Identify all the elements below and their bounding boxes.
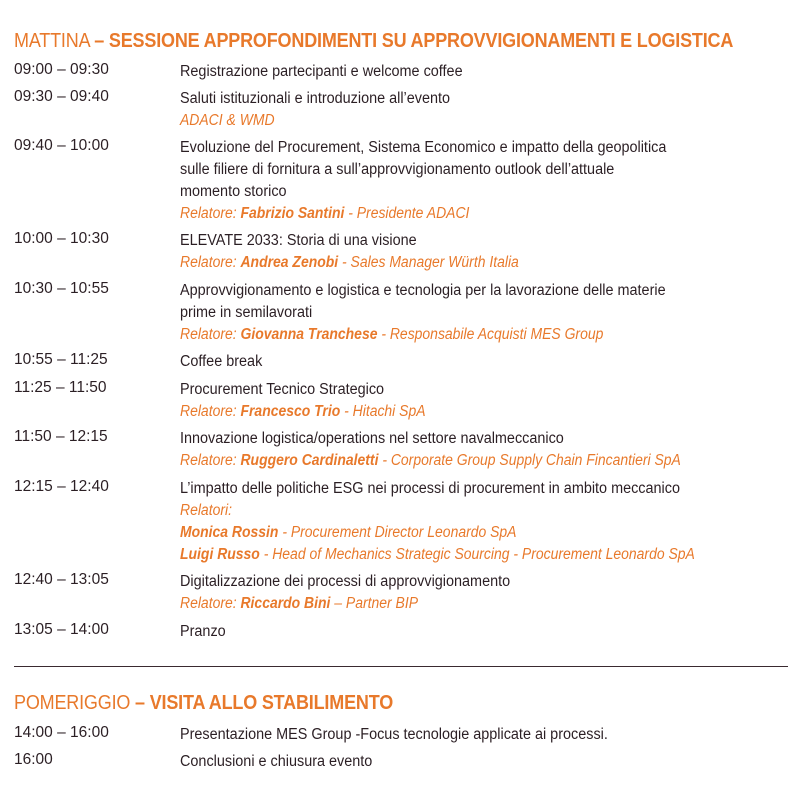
- speaker-role: - Presidente ADACI: [344, 205, 470, 222]
- agenda-title-line: prime in semilavorati: [180, 304, 313, 321]
- agenda-title-line: Pranzo: [180, 623, 226, 640]
- agenda-content: [180, 379, 810, 423]
- agenda-time: 09:30 – 09:40: [14, 88, 109, 105]
- agenda-content: [180, 88, 810, 132]
- agenda-title-line: Conclusioni e chiusura evento: [180, 753, 373, 770]
- agenda-content: [180, 137, 810, 225]
- speaker-line: [180, 544, 747, 566]
- agenda-title-line: ELEVATE 2033: Storia di una visione: [180, 232, 417, 249]
- agenda-time: 16:00: [14, 751, 53, 768]
- speakers-label: Relatori:: [180, 502, 232, 519]
- speaker-line: [180, 252, 747, 274]
- speaker-line: [180, 203, 747, 225]
- speaker-line: [180, 522, 747, 544]
- speaker-name: Giovanna Tranchese: [240, 326, 378, 343]
- agenda-title-line: Approvvigionamento e logistica e tecnologia per la lavorazione delle materie: [180, 282, 666, 299]
- speaker-prefix: Relatore:: [180, 403, 241, 420]
- speaker-line: ADACI & WMD: [180, 112, 275, 129]
- agenda-title-line: Registrazione partecipanti e welcome coffee: [180, 63, 463, 80]
- agenda-content: [180, 61, 810, 83]
- speaker-line: [180, 324, 747, 346]
- agenda-title-line: Coffee break: [180, 353, 263, 370]
- speaker-prefix: Relatore:: [180, 326, 241, 343]
- agenda-time: 11:25 – 11:50: [14, 379, 107, 396]
- speaker-role: – Partner BIP: [330, 595, 419, 612]
- agenda-time: 12:15 – 12:40: [14, 478, 109, 495]
- speaker-name: Francesco Trio: [240, 403, 341, 420]
- speaker-name: Andrea Zenobi: [240, 254, 339, 271]
- agenda-time: 09:00 – 09:30: [14, 61, 109, 78]
- speaker-role: - Responsabile Acquisti MES Group: [377, 326, 604, 343]
- speaker-line: [180, 450, 747, 472]
- speaker-role: - Sales Manager Würth Italia: [338, 254, 519, 271]
- section-divider: [14, 666, 788, 667]
- agenda-content: [180, 230, 810, 274]
- agenda-title-line: Procurement Tecnico Strategico: [180, 381, 385, 398]
- title-bold: – VISITA ALLO STABILIMENTO: [135, 692, 394, 714]
- agenda-content: [180, 751, 810, 773]
- speaker-prefix: Relatore:: [180, 595, 241, 612]
- speaker-role: - Hitachi SpA: [340, 403, 426, 420]
- speaker-name: Riccardo Bini: [240, 595, 331, 612]
- agenda-time: 10:00 – 10:30: [14, 230, 109, 247]
- speaker-name: Fabrizio Santini: [240, 205, 345, 222]
- agenda-time: 10:30 – 10:55: [14, 280, 109, 297]
- agenda-content: [180, 571, 810, 615]
- agenda-time: 09:40 – 10:00: [14, 137, 109, 154]
- agenda-title-line: L’impatto delle politiche ESG nei processi di procurement in ambito meccanico: [180, 480, 680, 497]
- agenda-time: 10:55 – 11:25: [14, 351, 108, 368]
- agenda-content: [180, 478, 810, 566]
- agenda-title-line: momento storico: [180, 183, 287, 200]
- speaker-line: [180, 593, 747, 615]
- speaker-name: Luigi Russo: [180, 546, 260, 563]
- agenda-time: 14:00 – 16:00: [14, 724, 109, 741]
- speaker-name: Monica Rossin: [180, 524, 279, 541]
- title-bold: – SESSIONE APPROFONDIMENTI SU APPROVVIGIONAMENTI E LOGISTICA: [94, 30, 734, 52]
- speaker-prefix: Relatore:: [180, 254, 241, 271]
- agenda-content: [180, 621, 810, 643]
- agenda-title-line: Innovazione logistica/operations nel settore navalmeccanico: [180, 430, 564, 447]
- title-light: POMERIGGIO: [14, 692, 136, 714]
- speaker-role: - Procurement Director Leonardo SpA: [278, 524, 517, 541]
- speaker-prefix: Relatore:: [180, 205, 241, 222]
- agenda-title-line: Digitalizzazione dei processi di approvvigionamento: [180, 573, 511, 590]
- agenda-title-line: Evoluzione del Procurement, Sistema Economico e impatto della geopolitica: [180, 139, 667, 156]
- agenda-title-line: Saluti istituzionali e introduzione all’evento: [180, 90, 451, 107]
- speaker-role: - Head of Mechanics Strategic Sourcing - Procurement Leonardo SpA: [259, 546, 695, 563]
- title-light: MATTINA: [14, 30, 95, 52]
- afternoon-section-title: [14, 692, 393, 715]
- agenda-content: [180, 280, 810, 346]
- agenda-time: 11:50 – 12:15: [14, 428, 108, 445]
- agenda-title-line: Presentazione MES Group -Focus tecnologie applicate ai processi.: [180, 726, 608, 743]
- morning-section-title: [14, 30, 733, 53]
- agenda-title-line: sulle filiere di fornitura a sull’approvvigionamento outlook dell’attuale: [180, 161, 615, 178]
- agenda-content: [180, 428, 810, 472]
- speaker-role: - Corporate Group Supply Chain Fincantieri SpA: [378, 452, 681, 469]
- speaker-line: [180, 401, 747, 423]
- agenda-time: 13:05 – 14:00: [14, 621, 109, 638]
- speaker-prefix: Relatore:: [180, 452, 241, 469]
- agenda-time: 12:40 – 13:05: [14, 571, 109, 588]
- agenda-content: [180, 724, 810, 746]
- agenda-content: [180, 351, 810, 373]
- speaker-name: Ruggero Cardinaletti: [240, 452, 379, 469]
